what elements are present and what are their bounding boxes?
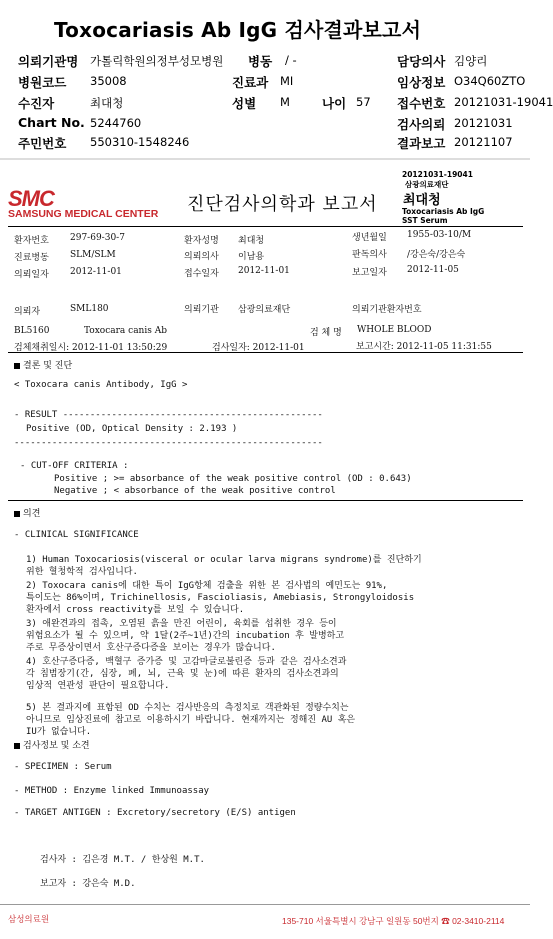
note-1-line-1: 1) Human Toxocariosis(visceral or ocular larva migrans syndrome)를 진단하기	[26, 555, 422, 565]
label-institution: 의뢰기관명	[18, 54, 79, 69]
smc-logo-subtitle: SAMSUNG MEDICAL CENTER	[8, 208, 159, 220]
value-sex: M	[280, 95, 290, 109]
value-patient-name: 최대청	[238, 236, 265, 246]
report-title: 진단검사의학과 보고서	[187, 194, 378, 215]
label-request-date: 의뢰일자	[14, 270, 49, 280]
target-antigen-line: - TARGET ANTIGEN : Excretory/secretory (E/S) antigen	[14, 808, 296, 818]
report-rule-opinion	[8, 500, 523, 501]
report-rule-mid	[8, 352, 523, 353]
value-ward-2: SLM/SLM	[70, 250, 116, 260]
note-3-line-2: 위험요소가 될 수 있으며, 약 1달(2주~1년)간의 incubation 후 발병하고	[26, 631, 345, 641]
value-institution: 가톨릭학원의정부성모병원	[90, 54, 224, 68]
cutoff-header: - CUT-OFF CRITERIA :	[20, 461, 129, 471]
section-test-info: 검사정보 및 소견	[14, 738, 90, 751]
footer-address: 135-710 서울특별시 강남구 일원동 50번지 ☎ 02-3410-2114	[282, 916, 505, 926]
value-ref-institution: 삼광의료재단	[238, 305, 291, 315]
report-time: 보고시간: 2012-11-05 11:31:55	[356, 342, 492, 352]
note-2-line-3: 환자에서 cross reactivity를 보일 수 있습니다.	[26, 605, 245, 615]
label-department: 진료과	[232, 75, 269, 90]
note-3-line-1: 3) 애완견과의 접촉, 오염된 흙을 만진 어린이, 육회를 섭취한 경우 등이	[26, 619, 337, 629]
value-clinical-info: O34Q60ZTO	[454, 74, 526, 88]
section-divider	[0, 158, 530, 160]
result-header: - RESULT ------------------------------------------------	[14, 410, 323, 420]
label-patient-no: 환자번호	[14, 236, 49, 246]
value-referrer: SML180	[70, 304, 109, 314]
bullet-square-icon	[14, 511, 20, 517]
value-ref-doctor: 이남용	[238, 252, 265, 262]
value-accession: 20121031-19041	[454, 95, 553, 109]
note-2-line-2: 특이도는 86%이며, Trichinellosis, Fascioliasis, Amebiasis, Strongyloidosis	[26, 593, 415, 603]
value-department: MI	[280, 74, 294, 88]
specimen-line: - SPECIMEN : Serum	[14, 762, 112, 772]
value-request: 20121031	[454, 116, 513, 130]
side-accession: 20121031-19041	[402, 170, 473, 179]
test-date: 검사일자: 2012-11-01	[212, 343, 305, 353]
report-header-banner	[0, 4, 530, 48]
label-patient-name: 환자성명	[184, 236, 219, 246]
note-4-line-1: 4) 호산구증다증, 백혈구 증가증 및 고감마글로불린증 등과 같은 검사소견과	[26, 657, 347, 667]
note-2-line-1: 2) Toxocara canis에 대한 특이 IgG항체 검출을 위한 본 검사법의 예민도는 91%,	[26, 581, 388, 591]
smc-logo: SMC	[8, 186, 54, 211]
value-doctor: 김양리	[454, 54, 488, 68]
bullet-square-icon	[14, 363, 20, 369]
value-report-date: 2012-11-05	[407, 265, 459, 275]
antibody-title: < Toxocara canis Antibody, IgG >	[14, 380, 188, 390]
value-specimen-name: WHOLE BLOOD	[357, 325, 432, 335]
test-name: Toxocara canis Ab	[84, 326, 167, 336]
label-ward: 병동	[248, 54, 273, 69]
footer-rule	[0, 904, 530, 905]
tester-line: 검사자 : 김은경 M.T. / 한상원 M.T.	[40, 855, 205, 865]
value-patient-no: 297-69-30-7	[70, 233, 125, 243]
section-conclusion: 결론 및 진단	[14, 358, 72, 371]
label-chart-no: Chart No.	[18, 115, 85, 130]
value-age: 57	[356, 95, 371, 109]
value-ward: / -	[285, 53, 297, 67]
result-end-line: ---------------------------------------------------------	[14, 438, 323, 448]
value-result-report: 20121107	[454, 135, 513, 149]
label-age: 나이	[322, 96, 347, 111]
label-birth: 생년월일	[352, 233, 387, 243]
test-code: BL5160	[14, 326, 50, 336]
side-test-name: Toxocariasis Ab IgG	[402, 207, 485, 216]
value-chart-no: 5244760	[90, 116, 142, 130]
label-ward-2: 진료병동	[14, 253, 49, 263]
label-report-date: 보고일자	[352, 268, 387, 278]
side-specimen: SST Serum	[402, 216, 448, 225]
label-doctor: 담당의사	[397, 54, 446, 69]
label-ref-patient-no: 의뢰기관환자번호	[352, 305, 422, 315]
footer-left: 삼성의료원	[8, 914, 50, 924]
clinical-significance: - CLINICAL SIGNIFICANCE	[14, 530, 139, 540]
label-ref-institution: 의뢰기관	[184, 305, 219, 315]
value-hospital-code: 35008	[90, 74, 127, 88]
label-sex: 성별	[232, 96, 257, 111]
cutoff-negative: Negative ; < absorbance of the weak positive control	[54, 486, 336, 496]
label-ref-doctor: 의뢰의사	[184, 252, 219, 262]
value-resident-no: 550310-1548246	[90, 135, 190, 149]
value-receive-date: 2012-11-01	[238, 266, 290, 276]
value-patient: 최대청	[90, 96, 124, 110]
label-receive-date: 접수일자	[184, 269, 219, 279]
value-request-date: 2012-11-01	[70, 267, 122, 277]
label-specimen-name: 검 체 명	[310, 328, 342, 338]
label-hospital-code: 병원코드	[18, 75, 67, 90]
label-resident-no: 주민번호	[18, 136, 67, 151]
label-referrer: 의뢰자	[14, 307, 41, 317]
label-clinical-info: 임상정보	[397, 75, 446, 90]
section-opinion: 의견	[14, 506, 40, 519]
value-reader: /강은숙/강은숙	[407, 250, 466, 260]
label-reader: 판독의사	[352, 250, 387, 260]
note-5-line-1: 5) 본 결과지에 표함된 OD 수치는 검사반응의 측정치로 객관화된 정량수치는	[26, 703, 349, 713]
note-4-line-2: 각 침범장기(간, 심장, 폐, 뇌, 근육 및 눈)에 따른 환자의 검사소견과의	[26, 669, 339, 679]
note-3-line-3: 주로 무증상이면서 호산구증다증을 보이는 경우가 많습니다.	[26, 643, 276, 653]
note-4-line-3: 임상적 연관성 판단이 필요합니다.	[26, 681, 170, 691]
label-request: 검사의뢰	[397, 117, 446, 132]
report-rule-top	[8, 226, 523, 227]
collect-time: 검체채취일시: 2012-11-01 13:50:29	[14, 343, 168, 353]
label-result-report: 결과보고	[397, 136, 446, 151]
reporter-line: 보고자 : 강은숙 M.D.	[40, 879, 136, 889]
cutoff-positive: Positive ; >= absorbance of the weak positive control (OD : 0.643)	[54, 474, 412, 484]
side-lab: 삼광의료재단	[405, 180, 449, 189]
page-title: Toxocariasis Ab IgG 검사결과보고서	[54, 18, 422, 42]
note-5-line-3: IU가 없습니다.	[26, 727, 92, 737]
side-patient-name: 최대청	[403, 193, 441, 208]
value-birth: 1955-03-10/M	[407, 230, 472, 240]
label-accession: 접수번호	[397, 96, 446, 111]
method-line: - METHOD : Enzyme linked Immunoassay	[14, 786, 210, 796]
label-patient: 수진자	[18, 96, 55, 111]
bullet-square-icon	[14, 743, 20, 749]
note-1-line-2: 위한 혈청학적 검사입니다.	[26, 567, 138, 577]
note-5-line-2: 아니므로 임상진료에 참고로 이용하시기 바랍니다. 현재까지는 정해진 AU 혹은	[26, 715, 356, 725]
result-value: Positive (OD, Optical Density : 2.193 )	[26, 424, 238, 434]
